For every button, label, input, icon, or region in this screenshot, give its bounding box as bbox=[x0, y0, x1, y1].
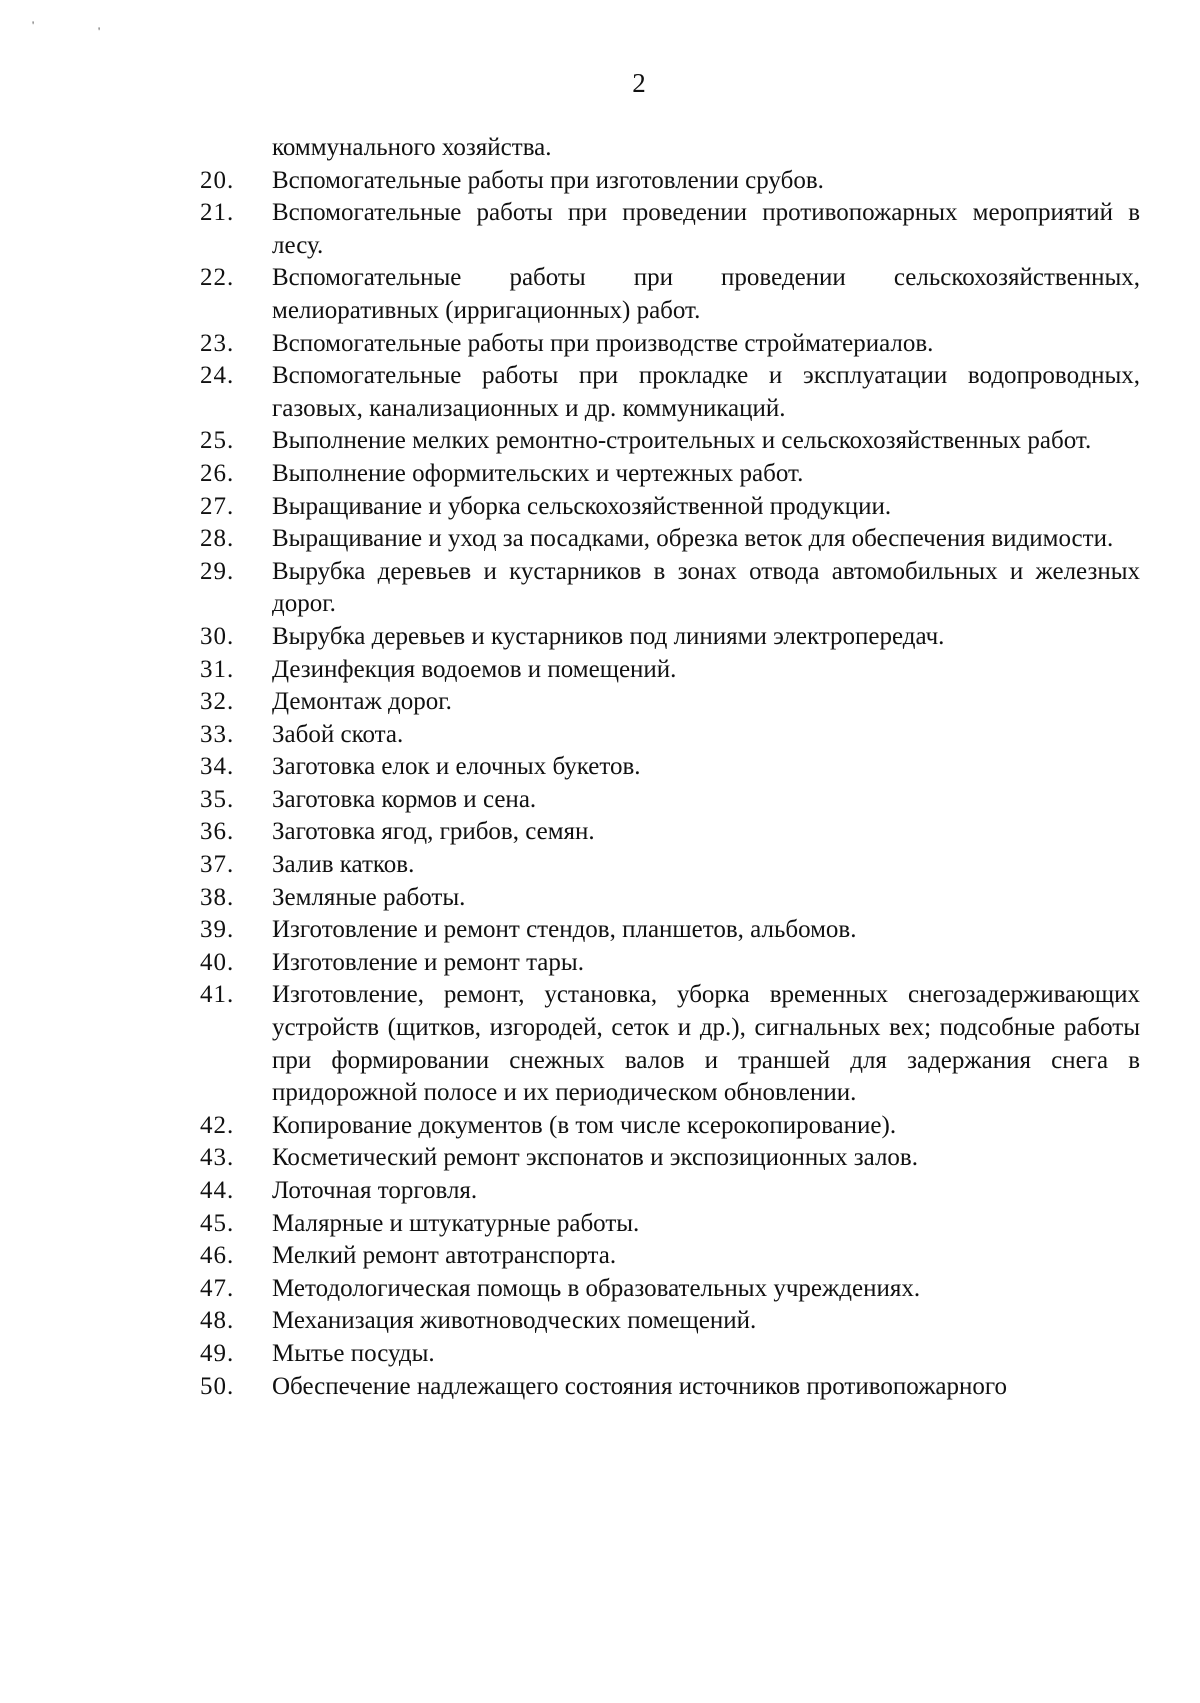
list-item-number: 50. bbox=[200, 1372, 235, 1400]
list-item-number: 26. bbox=[200, 459, 235, 487]
document-body bbox=[200, 132, 1140, 1403]
list-item bbox=[200, 425, 1140, 458]
list-item-text: Выполнение оформительских и чертежных работ. bbox=[272, 459, 804, 487]
list-item bbox=[200, 360, 1140, 425]
list-item bbox=[200, 621, 1140, 654]
list-item-text: Заготовка елок и елочных букетов. bbox=[272, 753, 641, 781]
list-item-text: Заготовка ягод, грибов, семян. bbox=[272, 818, 595, 846]
list-item-number: 31. bbox=[200, 655, 235, 683]
list-item-text: Косметический ремонт экспонатов и экспозиционных залов. bbox=[272, 1144, 918, 1172]
list-item-text: Мелкий ремонт автотранспорта. bbox=[272, 1242, 617, 1270]
list-item-number: 35. bbox=[200, 785, 235, 813]
list-item bbox=[200, 523, 1140, 556]
list-item bbox=[200, 1338, 1140, 1371]
list-item-text: Вспомогательные работы при проведении сельскохозяйственных, мелиоративных (ирригационных) работ. bbox=[272, 264, 1140, 324]
list-item-number: 30. bbox=[200, 622, 235, 650]
scan-mark: ' bbox=[32, 18, 35, 32]
list-item-text: Демонтаж дорог. bbox=[272, 688, 452, 716]
list-item-number: 27. bbox=[200, 492, 235, 520]
list-item bbox=[200, 784, 1140, 817]
list-item bbox=[200, 1142, 1140, 1175]
list-item-text: Заготовка кормов и сена. bbox=[272, 785, 537, 813]
list-item-number: 23. bbox=[200, 329, 235, 357]
list-item-number: 49. bbox=[200, 1339, 235, 1367]
list-item-text: Изготовление и ремонт стендов, планшетов, альбомов. bbox=[272, 916, 857, 944]
list-item bbox=[200, 751, 1140, 784]
list-item bbox=[200, 914, 1140, 947]
list-item bbox=[200, 686, 1140, 719]
list-item-text: Вспомогательные работы при изготовлении срубов. bbox=[272, 166, 824, 194]
list-item-number: 45. bbox=[200, 1209, 235, 1237]
list-item-number: 36. bbox=[200, 818, 235, 846]
list-item bbox=[200, 849, 1140, 882]
list-item-number: 34. bbox=[200, 753, 235, 781]
list-item-text: Изготовление, ремонт, установка, уборка временных снегозадерживающих устройств (щитков, изгородей, сеток и др.), сигнальных вех; подсобные работы при формировании снежных валов и траншей для задержания снега в придорожной полосе и их периодическом обновлении. bbox=[272, 981, 1140, 1107]
list-item-number: 21. bbox=[200, 199, 235, 227]
page-number: 2 bbox=[632, 68, 646, 98]
list-item bbox=[200, 491, 1140, 524]
list-item-text: Забой скота. bbox=[272, 720, 404, 748]
list-item-number: 28. bbox=[200, 525, 235, 553]
list-item bbox=[200, 458, 1140, 491]
list-item-text: Изготовление и ремонт тары. bbox=[272, 948, 584, 976]
numbered-list bbox=[200, 165, 1140, 1404]
list-item-number: 42. bbox=[200, 1111, 235, 1139]
list-item bbox=[200, 719, 1140, 752]
list-item bbox=[200, 165, 1140, 198]
list-item bbox=[200, 556, 1140, 621]
list-item-number: 32. bbox=[200, 688, 235, 716]
list-item-text: Залив катков. bbox=[272, 851, 415, 879]
list-item-number: 39. bbox=[200, 916, 235, 944]
list-item-number: 47. bbox=[200, 1274, 235, 1302]
list-item bbox=[200, 197, 1140, 262]
list-item-number: 38. bbox=[200, 883, 235, 911]
list-item bbox=[200, 654, 1140, 687]
list-item-number: 48. bbox=[200, 1307, 235, 1335]
list-item-text: Обеспечение надлежащего состояния источников противопожарного bbox=[272, 1372, 1007, 1400]
list-item-number: 37. bbox=[200, 851, 235, 879]
list-item bbox=[200, 1208, 1140, 1241]
list-item-number: 46. bbox=[200, 1242, 235, 1270]
scan-mark: ' bbox=[98, 24, 101, 38]
list-item-number: 22. bbox=[200, 264, 235, 292]
list-item-text: Копирование документов (в том числе ксерокопирование). bbox=[272, 1111, 897, 1139]
list-item-text: Методологическая помощь в образовательных учреждениях. bbox=[272, 1274, 921, 1302]
list-item-text: Дезинфекция водоемов и помещений. bbox=[272, 655, 677, 683]
list-item-text: Мытье посуды. bbox=[272, 1339, 435, 1367]
list-item-number: 41. bbox=[200, 981, 235, 1009]
list-item bbox=[200, 882, 1140, 915]
list-item-number: 29. bbox=[200, 557, 235, 585]
list-item bbox=[200, 1110, 1140, 1143]
list-item-text: Выращивание и уход за посадками, обрезка веток для обеспечения видимости. bbox=[272, 525, 1114, 553]
list-item-number: 20. bbox=[200, 166, 235, 194]
list-item bbox=[200, 1371, 1140, 1404]
list-item-text: Вспомогательные работы при прокладке и эксплуатации водопроводных, газовых, канализационных и др. коммуникаций. bbox=[272, 362, 1140, 422]
list-item-number: 40. bbox=[200, 948, 235, 976]
list-item-text: Выращивание и уборка сельскохозяйственной продукции. bbox=[272, 492, 892, 520]
list-item bbox=[200, 328, 1140, 361]
list-item-text: Вырубка деревьев и кустарников под линиями электропередач. bbox=[272, 622, 945, 650]
list-item-text: Выполнение мелких ремонтно-строительных и сельскохозяйственных работ. bbox=[272, 427, 1092, 455]
continuation-text: коммунального хозяйства. bbox=[272, 134, 552, 161]
list-item-number: 43. bbox=[200, 1144, 235, 1172]
list-item bbox=[200, 1240, 1140, 1273]
list-item-text: Механизация животноводческих помещений. bbox=[272, 1307, 757, 1335]
list-item-text: Земляные работы. bbox=[272, 883, 466, 911]
list-item-text: Вспомогательные работы при производстве стройматериалов. bbox=[272, 329, 934, 357]
list-item-number: 33. bbox=[200, 720, 235, 748]
list-item bbox=[200, 979, 1140, 1109]
list-item-text: Вырубка деревьев и кустарников в зонах отвода автомобильных и железных дорог. bbox=[272, 557, 1140, 618]
list-item-text: Вспомогательные работы при проведении противопожарных мероприятий в лесу. bbox=[272, 199, 1140, 259]
list-item bbox=[200, 1305, 1140, 1338]
list-item-text: Лоточная торговля. bbox=[272, 1177, 478, 1204]
list-item bbox=[200, 1175, 1140, 1208]
list-item-number: 24. bbox=[200, 362, 235, 390]
list-item-number: 44. bbox=[200, 1177, 235, 1204]
list-item bbox=[200, 816, 1140, 849]
list-item-text: Малярные и штукатурные работы. bbox=[272, 1209, 640, 1237]
list-item bbox=[200, 262, 1140, 327]
list-item bbox=[200, 1273, 1140, 1306]
list-item-number: 25. bbox=[200, 427, 235, 455]
list-item bbox=[200, 947, 1140, 980]
